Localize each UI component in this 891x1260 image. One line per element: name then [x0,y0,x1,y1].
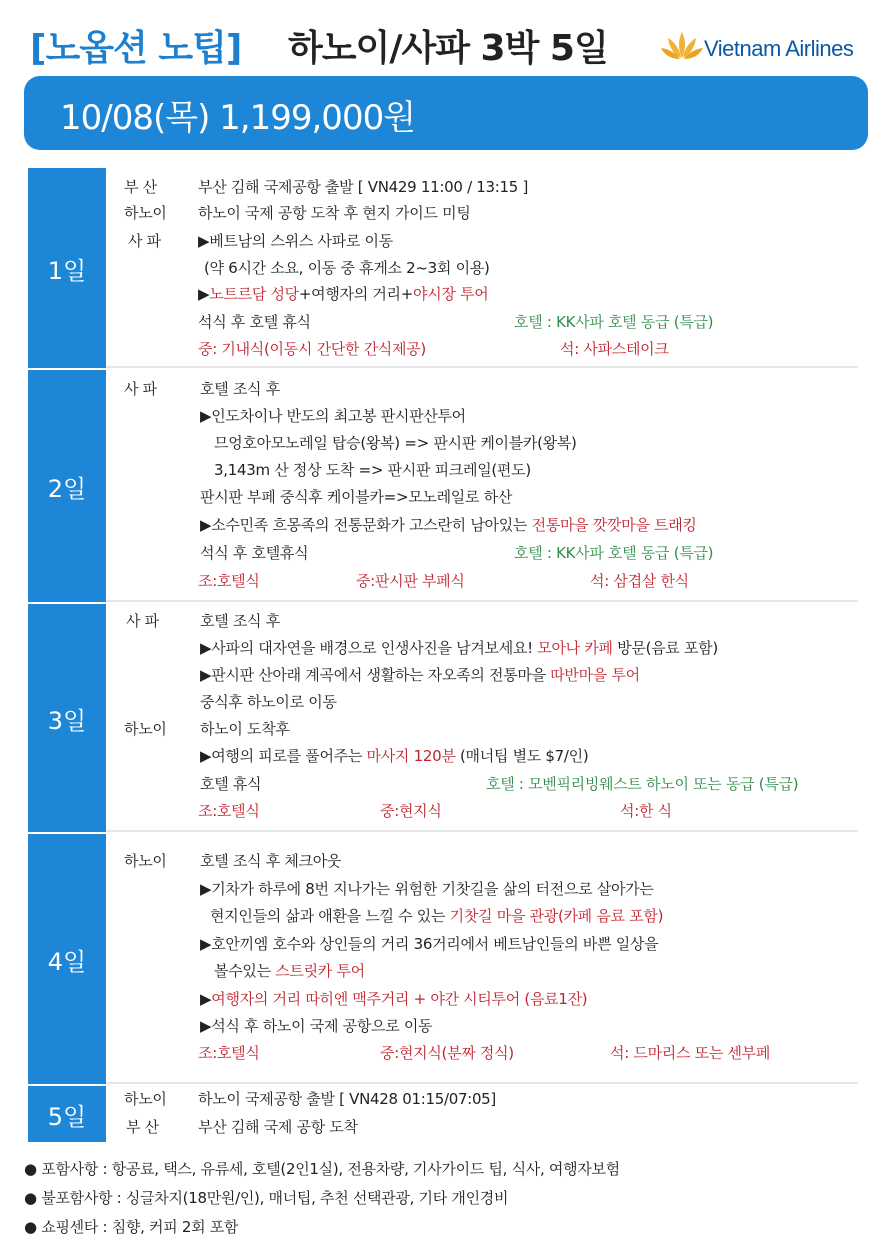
day-section-5 [28,1086,858,1142]
highlight-text: 마사지 120분 [366,747,456,765]
text-segment: 3,143m 산 정상 도착 => 판시판 피크레일(편도) [214,461,531,479]
text-segment: 하노이 [124,720,167,738]
schedule-line [200,718,290,739]
schedule-line [200,405,466,426]
text-segment: 판시판 부페 중식후 케이블카=>모노레일로 하산 [200,488,513,506]
schedule-line [214,432,577,453]
location-label [124,718,167,739]
airline-logo [660,28,870,68]
highlight-text: 조:호텔식 [198,802,260,820]
schedule-line [200,664,640,685]
highlight-text: 석:한 식 [620,802,672,820]
meal-info [198,1042,260,1063]
meal-info [198,338,426,359]
text-segment: 므엉호아모노레일 탑승(왕복) => 판시판 케이블카(왕복) [214,434,577,452]
schedule-line [198,230,393,251]
highlight-text: 모아나 카페 [537,639,613,657]
day-section-1 [28,168,858,368]
text-segment: 하노이 국제 공항 도착 후 현지 가이드 미팅 [198,204,471,222]
text-segment: 볼수있는 [214,962,276,980]
schedule-line [200,378,280,399]
text-segment: 하노이 국제공항 출발 [ VN428 01:15/07:05] [198,1090,496,1108]
hotel-text: 호텔 : 모벤픽리빙웨스트 하노이 또는 동급 (특급) [486,775,799,793]
day-label: 4일 [28,834,106,1084]
schedule-line [198,202,471,223]
text-segment: 사 파 [126,612,159,630]
text-segment: 호텔 휴식 [200,775,262,793]
included-items: ● 포함사항 : 항공료, 택스, 유류세, 호텔(2인1실), 전용차량, 기사가이드 팁, 식사, 여행자보험 [24,1160,620,1178]
day-section-2 [28,370,858,602]
highlight-text: 노트르담 성당 [209,285,299,303]
hotel-text: 호텔 : KK사파 호텔 동급 (특급) [514,544,714,562]
schedule-line [200,1015,432,1036]
text-segment: 부 산 [124,178,157,196]
divider [106,600,858,602]
day-label: 3일 [28,604,106,832]
highlight-text: 석: 드마리스 또는 센부페 [610,1044,771,1062]
schedule-line [214,459,531,480]
schedule-line [200,637,718,658]
highlight-text: 석: 사파스테이크 [560,340,669,358]
text-segment: 현지인들의 삶과 애환을 느낄 수 있는 [210,907,450,925]
highlight-text: 따반마을 투어 [550,666,640,684]
schedule-line [198,1088,496,1109]
schedule-line [200,850,341,871]
day-label: 1일 [28,168,106,368]
text-segment: +여행자의 거리+ [298,285,414,303]
text-segment: ▶사파의 대자연을 배경으로 인생사진을 남겨보세요! [200,639,538,657]
text-segment: 사 파 [124,380,157,398]
hotel-text: 호텔 : KK사파 호텔 동급 (특급) [514,313,714,331]
location-label [124,378,157,399]
day-section-3 [28,604,858,832]
day-label: 2일 [28,370,106,602]
schedule-line [200,542,308,563]
text-segment: ▶호안끼엠 호수와 상인들의 거리 36거리에서 베트남인들의 바쁜 일상을 [200,935,659,953]
shopping-info: ● 쇼핑센타 : 침향, 커피 2회 포함 [24,1218,239,1236]
highlight-text: 중: 기내식(이동시 간단한 간식제공) [198,340,426,358]
price-text: 10/08(목) 1,199,000원 [60,98,416,138]
meal-info [560,338,669,359]
meal-info [610,1042,770,1063]
text-segment: ▶석식 후 하노이 국제 공항으로 이동 [200,1017,433,1035]
day-label: 5일 [28,1086,106,1142]
meal-info [198,800,260,821]
excluded-items: ● 불포함사항 : 싱글차지(18만원/인), 매너팁, 추천 선택관광, 기타 개인경비 [24,1189,509,1207]
divider [106,366,858,368]
text-segment: (매너팁 별도 $7/인) [455,747,589,765]
airline-name: Vietnam Airlines [704,36,854,61]
meal-info [590,570,689,591]
text-segment: 하노이 도착후 [200,720,290,738]
hotel-info [514,542,713,563]
schedule-line [198,1116,358,1137]
location-label [124,176,157,197]
text-segment: ▶인도차이나 반도의 최고봉 판시판산투어 [200,407,466,425]
price-banner [24,76,868,150]
highlight-text: 석: 삼겹살 한식 [590,572,689,590]
schedule-line [200,514,697,535]
highlight-text: 전통마을 깟깟마을 트래킹 [531,516,697,534]
schedule-line [200,745,588,766]
meal-info [380,1042,514,1063]
day-section-4 [28,834,858,1084]
text-segment: 석식 후 호텔 휴식 [198,313,311,331]
text-segment: 호텔 조식 후 체크아웃 [200,852,342,870]
schedule-line [198,311,311,332]
page-title: 하노이/사파 3박 5일 [288,28,608,69]
meal-info [198,570,260,591]
location-label [124,202,167,223]
schedule-line [200,691,337,712]
title-tag: [노옵션 노팁] [30,28,242,69]
highlight-text: 스트릿카 투어 [275,962,365,980]
highlight-text: 여행자의 거리 따히엔 맥주거리 + 야간 시티투어 (음료1잔) [211,990,588,1008]
text-segment: 호텔 조식 후 [200,380,280,398]
text-segment: 하노이 [124,852,167,870]
schedule-line [200,773,261,794]
location-label [126,1116,159,1137]
text-segment: ▶베트남의 스위스 사파로 이동 [198,232,393,250]
text-segment: ▶소수민족 흐몽족의 전통문화가 고스란히 남아있는 [200,516,532,534]
schedule-line [204,257,490,278]
text-segment: ▶ [198,285,210,303]
highlight-text: 중:판시판 부페식 [356,572,465,590]
schedule-line [200,610,280,631]
hotel-info [514,311,713,332]
divider [106,1082,858,1084]
text-segment: ▶여행의 피로를 풀어주는 [200,747,367,765]
lotus-icon [660,28,704,64]
text-segment: 부산 김해 국제공항 출발 [ VN429 11:00 / 13:15 ] [198,178,529,196]
highlight-text: 조:호텔식 [198,1044,260,1062]
highlight-text: 중:현지식(분짜 정식) [380,1044,514,1062]
schedule-line [200,878,654,899]
schedule-line [200,486,512,507]
schedule-line [214,960,365,981]
text-segment: 부 산 [126,1118,159,1136]
location-label [126,610,159,631]
hotel-info [486,773,798,794]
schedule-line [200,933,658,954]
divider [106,830,858,832]
schedule-line [200,988,587,1009]
meal-info [380,800,442,821]
text-segment: ▶판시판 산아래 계곡에서 생활하는 자오족의 전통마을 [200,666,551,684]
highlight-text: 기찻길 마을 관광(카페 음료 포함) [449,907,664,925]
text-segment: 하노이 [124,204,167,222]
location-label [128,230,161,251]
text-segment: 사 파 [128,232,161,250]
text-segment: 중식후 하노이로 이동 [200,693,337,711]
text-segment: 방문(음료 포함) [612,639,718,657]
schedule-line [198,176,528,197]
text-segment: 하노이 [124,1090,167,1108]
text-segment: ▶ [200,990,212,1008]
highlight-text: 중:현지식 [380,802,442,820]
meal-info [620,800,672,821]
location-label [124,850,167,871]
meal-info [356,570,465,591]
text-segment: ▶기차가 하루에 8번 지나가는 위험한 기찻길을 삶의 터전으로 살아가는 [200,880,654,898]
text-segment: 호텔 조식 후 [200,612,280,630]
highlight-text: 야시장 투어 [413,285,489,303]
schedule-line [198,283,488,304]
schedule-line [210,905,663,926]
page-header [0,0,891,80]
text-segment: 부산 김해 국제 공항 도착 [198,1118,358,1136]
text-segment: 석식 후 호텔휴식 [200,544,309,562]
highlight-text: 조:호텔식 [198,572,260,590]
location-label [124,1088,167,1109]
text-segment: (약 6시간 소요, 이동 중 휴게소 2~3회 이용) [204,259,490,277]
